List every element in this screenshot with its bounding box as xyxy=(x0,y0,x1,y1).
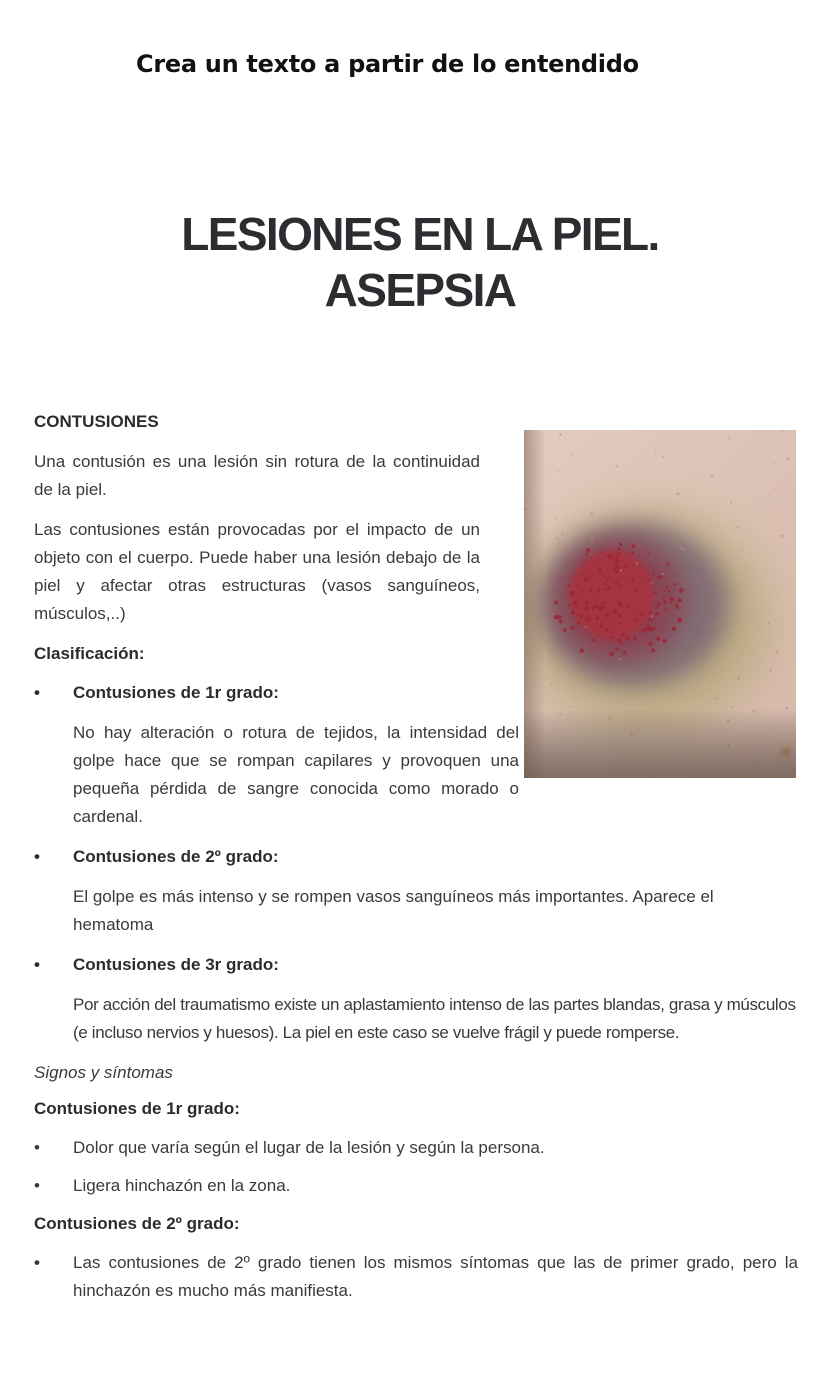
classification-description: Por acción del traumatismo existe un aplastamiento intenso de las partes blandas, grasa y músculos (e incluso nervios y huesos). La piel en este caso se vuelve frágil y puede romperse. xyxy=(73,995,796,1042)
bullet-dot: • xyxy=(34,683,40,702)
signs-item xyxy=(34,1134,798,1162)
classification-item xyxy=(34,843,798,871)
document-body xyxy=(34,408,798,1315)
signs-item-text: Ligera hinchazón en la zona. xyxy=(73,1176,291,1195)
classification-title: Contusiones de 1r grado: xyxy=(73,683,279,702)
signs-item xyxy=(34,1172,798,1200)
section-heading: CONTUSIONES xyxy=(34,412,159,431)
bullet-dot: • xyxy=(34,1253,40,1272)
signs-heading: Signos y síntomas xyxy=(34,1063,173,1082)
classification-title: Contusiones de 2º grado: xyxy=(73,847,279,866)
signs-subheading: Contusiones de 2º grado: xyxy=(34,1214,240,1233)
bullet-dot: • xyxy=(34,1138,40,1157)
prompt-text: Crea un texto a partir de lo entendido xyxy=(136,50,639,78)
classification-description: El golpe es más intenso y se rompen vasos sanguíneos más importantes. Aparece el hematoma xyxy=(73,887,714,934)
classification-title: Contusiones de 3r grado: xyxy=(73,955,279,974)
classification-item xyxy=(34,951,798,979)
signs-item-text: Dolor que varía según el lugar de la lesión y según la persona. xyxy=(73,1138,545,1157)
bullet-dot: • xyxy=(34,955,40,974)
signs-item-text: Las contusiones de 2º grado tienen los mismos síntomas que las de primer grado, pero la hinchazón es mucho más manifiesta. xyxy=(73,1253,798,1300)
document-title-line-1: LESIONES EN LA PIEL. xyxy=(181,208,659,260)
intro-paragraph-2: Las contusiones están provocadas por el impacto de un objeto con el cuerpo. Puede haber una lesión debajo de la piel y afectar otras estructuras (vasos sanguíneos, músculos,..) xyxy=(34,520,480,623)
signs-subheading: Contusiones de 1r grado: xyxy=(34,1099,240,1118)
document-title xyxy=(0,206,840,318)
classification-heading: Clasificación: xyxy=(34,644,145,663)
intro-paragraph-1: Una contusión es una lesión sin rotura de la continuidad de la piel. xyxy=(34,452,480,499)
signs-item xyxy=(34,1249,798,1305)
classification-description: No hay alteración o rotura de tejidos, la intensidad del golpe hace que se rompan capilares y provoquen una pequeña pérdida de sangre conocida como morado o cardenal. xyxy=(73,723,519,826)
bullet-dot: • xyxy=(34,847,40,866)
document-title-line-2: ASEPSIA xyxy=(324,264,516,316)
bullet-dot: • xyxy=(34,1176,40,1195)
classification-item xyxy=(34,679,519,707)
